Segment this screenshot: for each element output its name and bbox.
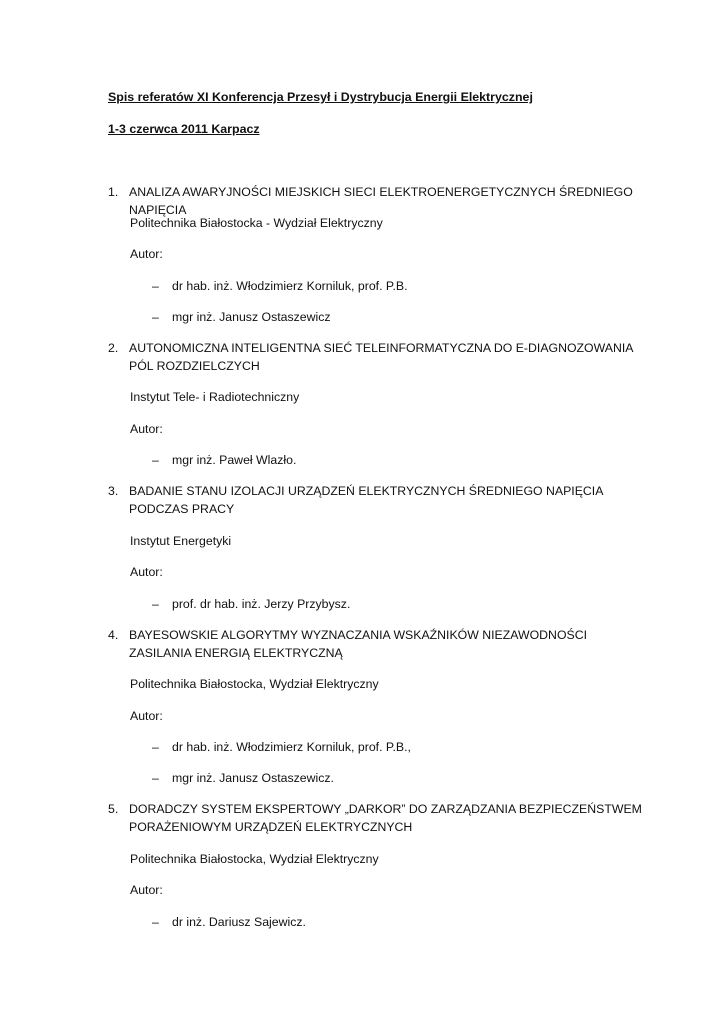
author-label: Autor: — [130, 709, 163, 723]
dash-bullet: – — [152, 915, 159, 929]
author-name: mgr inż. Paweł Wlazło. — [172, 453, 297, 467]
item-number: 2. — [108, 341, 119, 355]
item-number: 4. — [108, 628, 119, 642]
paper-title: BAYESOWSKIE ALGORYTMY WYZNACZANIA WSKAŹNIKÓW NIEZAWODNOŚCI ZASILANIA ENERGIĄ ELEKTRYCZNĄ — [129, 628, 588, 660]
author-entry — [152, 769, 334, 787]
paper-title: DORADCZY SYSTEM EKSPERTOWY „DARKOR” DO ZARZĄDZANIA BEZPIECZEŃSTWEM PORAŻENIOWYM URZĄDZEŃ ELEKTRYCZNYCH — [129, 802, 642, 834]
list-item — [108, 626, 648, 662]
list-item — [108, 339, 648, 375]
author-label: Autor: — [130, 565, 163, 579]
dash-bullet: – — [152, 740, 159, 754]
author-entry — [152, 451, 296, 469]
author-label: Autor: — [130, 883, 163, 897]
dash-bullet: – — [152, 310, 159, 324]
author-entry — [152, 738, 411, 756]
author-entry — [152, 913, 306, 931]
item-number: 3. — [108, 484, 119, 498]
dash-bullet: – — [152, 453, 159, 467]
institution: Politechnika Białostocka - Wydział Elektryczny — [130, 216, 383, 230]
list-item — [108, 800, 648, 836]
author-name: dr hab. inż. Włodzimierz Korniluk, prof. P.B. — [172, 279, 408, 293]
author-name: dr inż. Dariusz Sajewicz. — [172, 915, 306, 929]
conference-date: 1-3 czerwca 2011 Karpacz — [108, 122, 260, 136]
author-name: mgr inż. Janusz Ostaszewicz — [172, 310, 331, 324]
paper-title: AUTONOMICZNA INTELIGENTNA SIEĆ TELEINFORMATYCZNA DO E-DIAGNOZOWANIA PÓL ROZDZIELCZYCH — [129, 341, 633, 373]
document-title: Spis referatów XI Konferencja Przesył i Dystrybucja Energii Elektrycznej — [108, 90, 533, 104]
institution: Instytut Energetyki — [130, 534, 232, 548]
author-name: prof. dr hab. inż. Jerzy Przybysz. — [172, 597, 351, 611]
paper-title: BADANIE STANU IZOLACJI URZĄDZEŃ ELEKTRYCZNYCH ŚREDNIEGO NAPIĘCIA PODCZAS PRACY — [129, 484, 603, 516]
author-label: Autor: — [130, 422, 163, 436]
item-number: 5. — [108, 802, 119, 816]
author-label: Autor: — [130, 247, 163, 261]
paper-title: ANALIZA AWARYJNOŚCI MIEJSKICH SIECI ELEKTROENERGETYCZNYCH ŚREDNIEGO NAPIĘCIA — [129, 185, 633, 217]
author-entry — [152, 595, 350, 613]
item-number: 1. — [108, 185, 119, 199]
institution: Politechnika Białostocka, Wydział Elektryczny — [130, 852, 379, 866]
list-item — [108, 482, 648, 518]
dash-bullet: – — [152, 771, 159, 785]
institution: Politechnika Białostocka, Wydział Elektryczny — [130, 677, 379, 691]
author-name: mgr inż. Janusz Ostaszewicz. — [172, 771, 334, 785]
author-entry — [152, 308, 331, 326]
dash-bullet: – — [152, 597, 159, 611]
author-entry — [152, 277, 408, 295]
author-name: dr hab. inż. Włodzimierz Korniluk, prof. P.B., — [172, 740, 411, 754]
institution: Instytut Tele- i Radiotechniczny — [130, 390, 300, 404]
dash-bullet: – — [152, 279, 159, 293]
